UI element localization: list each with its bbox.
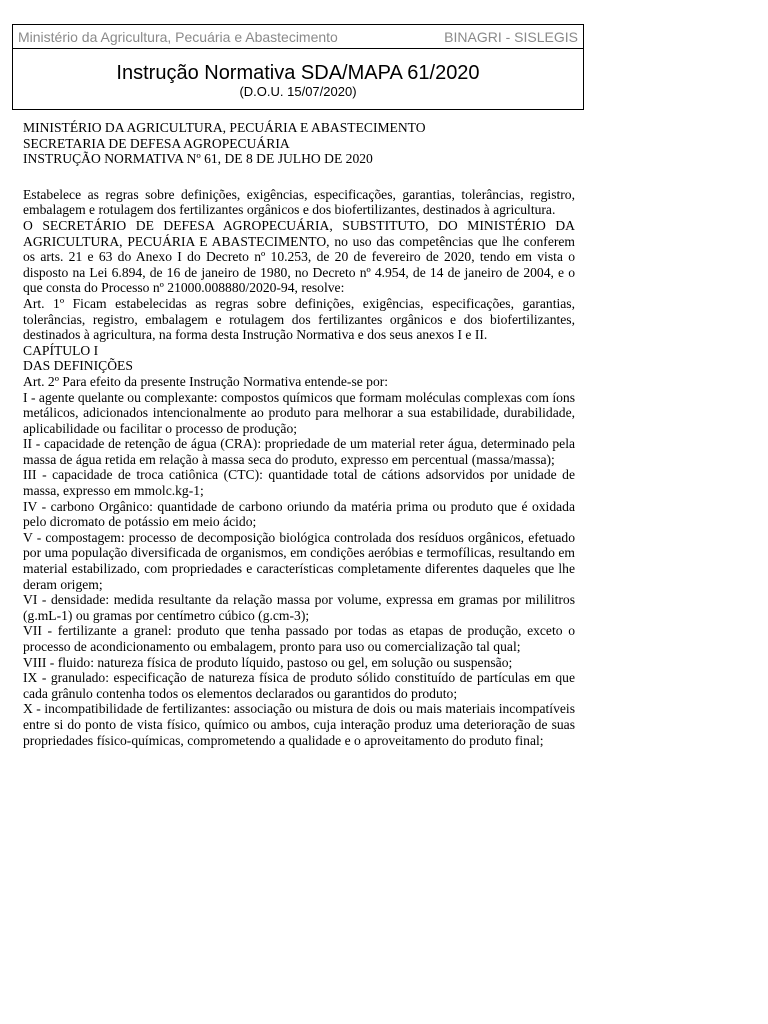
definition-item: III - capacidade de troca catiônica (CTC): quantidade total de cátions adsorvidos por unidade de massa, expresso em mmolc.kg-1; <box>23 467 575 499</box>
definition-item: II - capacidade de retenção de água (CRA): propriedade de um material reter água, determinado pela massa de água retida em relação à massa seca do produto, expresso em percentual (massa/massa); <box>23 436 575 467</box>
definition-item: IX - granulado: especificação de natureza física de produto sólido constituído de partículas em que cada grânulo contenha todos os elementos declarados ou garantidos do produto; <box>23 670 575 701</box>
document-header <box>12 24 584 110</box>
definition-item: V - compostagem: processo de decomposição biológica controlada dos resíduos orgânicos, efetuado por uma população diversificada de organismos, em condições aeróbias e termofílicas, resultando em material estabilizado, com propriedades e características completamente diferentes daqueles que lhe deram origem; <box>23 529 575 592</box>
header-top-bar <box>13 25 583 49</box>
definition-item: VII - fertilizante a granel: produto que tenha passado por todas as etapas de produção, exceto o processo de acondicionamento ou embalagem, pronto para uso ou comercialização tal qual; <box>23 623 575 654</box>
chapter-title: DAS DEFINIÇÕES <box>23 358 133 374</box>
spacer <box>23 167 575 187</box>
heading-secretariat: SECRETARIA DE DEFESA AGROPECUÁRIA <box>23 135 290 151</box>
publication-date: (D.O.U. 15/07/2020) <box>239 84 357 99</box>
definition-item: VI - densidade: medida resultante da relação massa por volume, expressa em gramas por mililitros (g.mL-1) ou gramas por centímetro cúbico (g.cm-3); <box>23 592 575 623</box>
document-body <box>23 120 575 748</box>
article-1: Art. 1º Ficam estabelecidas as regras sobre definições, exigências, especificações, garantias, tolerâncias, registro, embalagem e rotulagem dos fertilizantes orgânicos e dos biofertilizantes, destinados à agricultura, na forma desta Instrução Normativa e dos seus anexos I e II. <box>23 295 575 343</box>
definition-item: IV - carbono Orgânico: quantidade de carbono oriundo da matéria prima ou produto que é oxidada pelo dicromato de potássio em meio ácido; <box>23 498 575 530</box>
definition-item: X - incompatibilidade de fertilizantes: associação ou mistura de dois ou mais materiais incompatíveis entre si do ponto de vista físico, químico ou ambos, cuja interação produz uma deterioração de suas propriedades físico-químicas, comprometendo a qualidade e o aproveitamento do produto final; <box>23 701 575 748</box>
definition-item: VIII - fluido: natureza física de produto líquido, pastoso ou gel, em solução ou suspensão; <box>23 654 513 670</box>
ministry-label: Ministério da Agricultura, Pecuária e Abastecimento <box>18 28 338 45</box>
heading-instruction: INSTRUÇÃO NORMATIVA Nº 61, DE 8 DE JULHO DE 2020 <box>23 151 373 167</box>
source-label: BINAGRI - SISLEGIS <box>444 28 578 45</box>
document-title: Instrução Normativa SDA/MAPA 61/2020 <box>116 62 480 84</box>
chapter-number: CAPÍTULO I <box>23 342 99 358</box>
article-2: Art. 2º Para efeito da presente Instrução Normativa entende-se por: <box>23 373 389 389</box>
heading-ministry: MINISTÉRIO DA AGRICULTURA, PECUÁRIA E ABASTECIMENTO <box>23 120 426 135</box>
definition-item: I - agente quelante ou complexante: compostos químicos que formam moléculas complexas com íons metálicos, adicionados intencionalmente ao produto para melhorar a sua estabilidade, durabilidade, aplicabilidade ou facilitar o processo de produção; <box>23 389 575 436</box>
preamble: O SECRETÁRIO DE DEFESA AGROPECUÁRIA, SUBSTITUTO, DO MINISTÉRIO DA AGRICULTURA, PECUÁRIA E ABASTECIMENTO, no uso das competências que lhe conferem os arts. 21 e 63 do Anexo I do Decreto nº 10.253, de 20 de fevereiro de 2020, tendo em vista o disposto na Lei 6.894, de 16 de janeiro de 1980, no Decreto nº 4.954, de 14 de janeiro de 2004, e o que consta do Processo nº 21000.008880/2020-94, resolve: <box>23 217 575 296</box>
ementa: Estabelece as regras sobre definições, exigências, especificações, garantias, tolerâncias, registro, embalagem e rotulagem dos fertilizantes orgânicos e dos biofertilizantes, destinados à agricultura. <box>23 186 575 218</box>
